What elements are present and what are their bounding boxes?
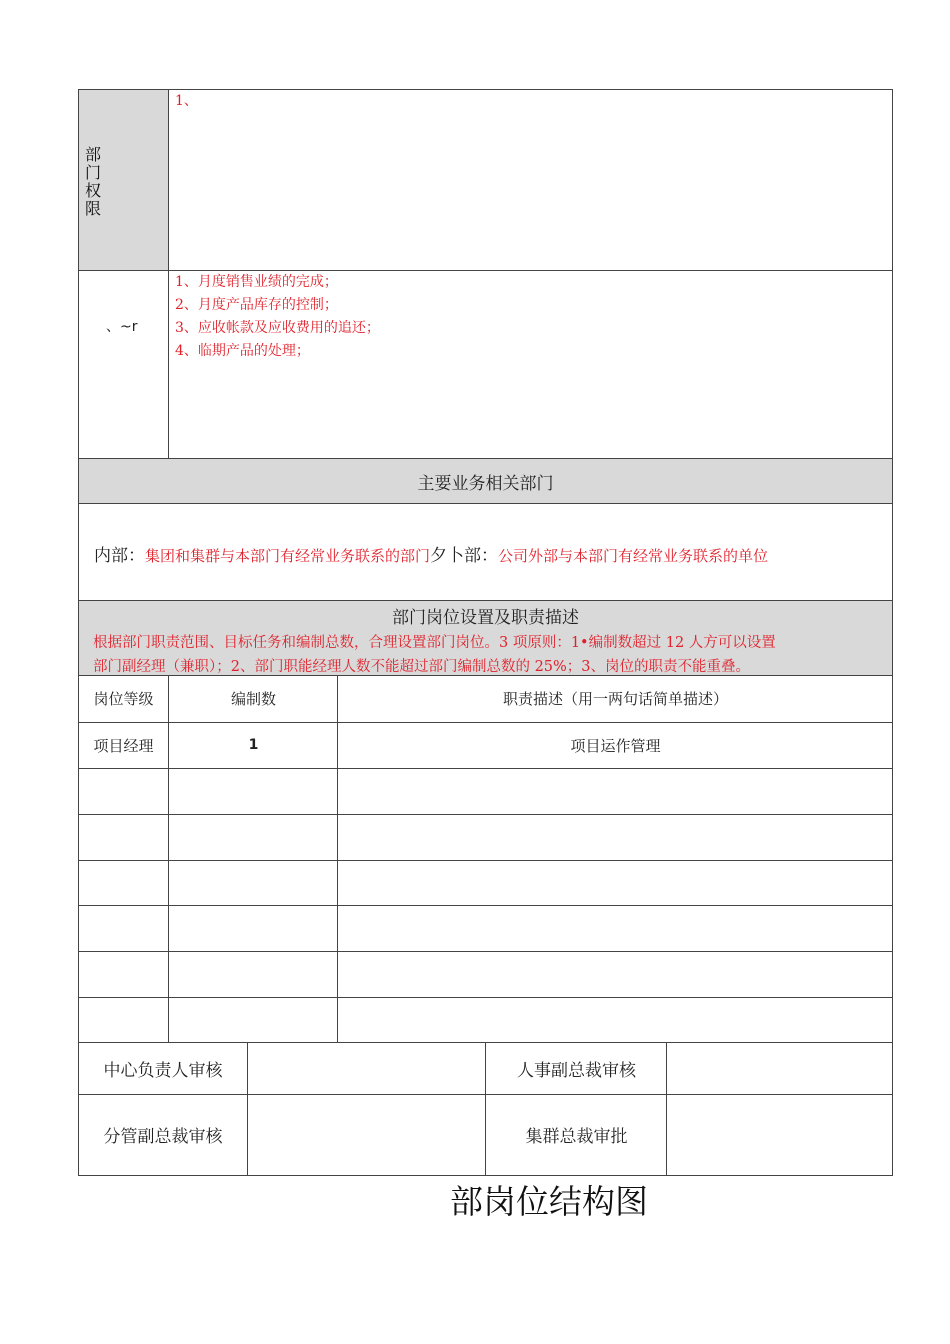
table-border bbox=[485, 1042, 486, 1175]
related-header: 主要业务相关部门 bbox=[417, 473, 554, 494]
approval-hr-vp-field[interactable] bbox=[667, 1042, 893, 1094]
external-text: 公司外部与本部门有经常业务联系的单位 bbox=[498, 547, 769, 565]
table-border bbox=[78, 89, 893, 90]
table-cell-level: 项目经理 bbox=[93, 736, 154, 755]
table-border bbox=[78, 89, 79, 1176]
kpi-item: 2、月度产品库存的控制； bbox=[175, 297, 338, 313]
related-content bbox=[94, 541, 768, 566]
table-border bbox=[892, 89, 893, 1176]
approval-supervising-vp-field[interactable] bbox=[248, 1094, 486, 1175]
table-border bbox=[78, 951, 893, 952]
table-border bbox=[168, 89, 169, 458]
table-border bbox=[78, 997, 893, 998]
positions-note-line2: 部门副经理（兼职）；2、部门职能经理人数不能超过部门编制总数的 25%；3、岗位的职责不能重叠。 bbox=[93, 659, 751, 675]
approval-group-president: 集群总裁审批 bbox=[525, 1127, 628, 1147]
table-border bbox=[78, 905, 893, 906]
table-border bbox=[337, 675, 338, 1042]
external-label: 夕卜部： bbox=[430, 546, 499, 566]
table-border bbox=[666, 1042, 667, 1175]
table-row bbox=[78, 905, 893, 951]
positions-header: 部门岗位设置及职责描述 bbox=[392, 608, 579, 628]
authority-item-1: 1、 bbox=[175, 93, 198, 109]
approval-group-president-field[interactable] bbox=[667, 1094, 893, 1175]
table-border bbox=[78, 458, 893, 459]
approval-hr-vp: 人事副总裁审核 bbox=[517, 1060, 636, 1081]
approval-supervising-vp: 分管副总裁审核 bbox=[103, 1127, 223, 1147]
table-border bbox=[78, 270, 893, 271]
table-cell-headcount: 1 bbox=[248, 737, 259, 753]
related-header-cell bbox=[78, 458, 893, 504]
kpi-item: 4、临期产品的处理； bbox=[175, 343, 310, 359]
table-border bbox=[78, 503, 893, 504]
table-border bbox=[168, 675, 169, 1042]
table-row bbox=[78, 951, 893, 997]
table-border bbox=[78, 814, 893, 815]
table-row bbox=[78, 997, 893, 1042]
internal-text: 集团和集群与本部门有经常业务联系的部门 bbox=[145, 547, 431, 565]
approval-center-head-field[interactable] bbox=[248, 1042, 486, 1094]
approval-center-head: 中心负责人审核 bbox=[103, 1060, 223, 1081]
kpi-list bbox=[175, 271, 380, 363]
table-border bbox=[78, 860, 893, 861]
table-border bbox=[78, 1175, 893, 1176]
kpi-item: 3、应收帐款及应收费用的追还； bbox=[175, 320, 380, 336]
table-row bbox=[78, 814, 893, 860]
column-header-headcount: 编制数 bbox=[230, 690, 276, 708]
table-border bbox=[78, 722, 893, 723]
table-border bbox=[247, 1042, 248, 1175]
table-border bbox=[78, 675, 893, 676]
internal-label: 内部： bbox=[94, 546, 145, 566]
kpi-item: 1、月度销售业绩的完成； bbox=[175, 274, 338, 290]
kpi-label: 、~r bbox=[106, 319, 138, 335]
footer-title: 部岗位结构图 bbox=[450, 1182, 648, 1221]
column-header-level: 岗位等级 bbox=[93, 690, 154, 708]
column-header-description: 职责描述（用一两句话简单描述） bbox=[502, 690, 728, 708]
table-row bbox=[78, 768, 893, 814]
authority-label: 部门权限 bbox=[85, 145, 102, 218]
table-cell-description: 项目运作管理 bbox=[570, 736, 661, 755]
table-border bbox=[78, 768, 893, 769]
positions-note-line1: 根据部门职责范围、目标任务和编制总数，合理设置部门岗位。3 项原则：1•编制数超过 12 人方可以设置 bbox=[93, 635, 776, 651]
table-border bbox=[78, 600, 893, 601]
table-row bbox=[78, 860, 893, 905]
